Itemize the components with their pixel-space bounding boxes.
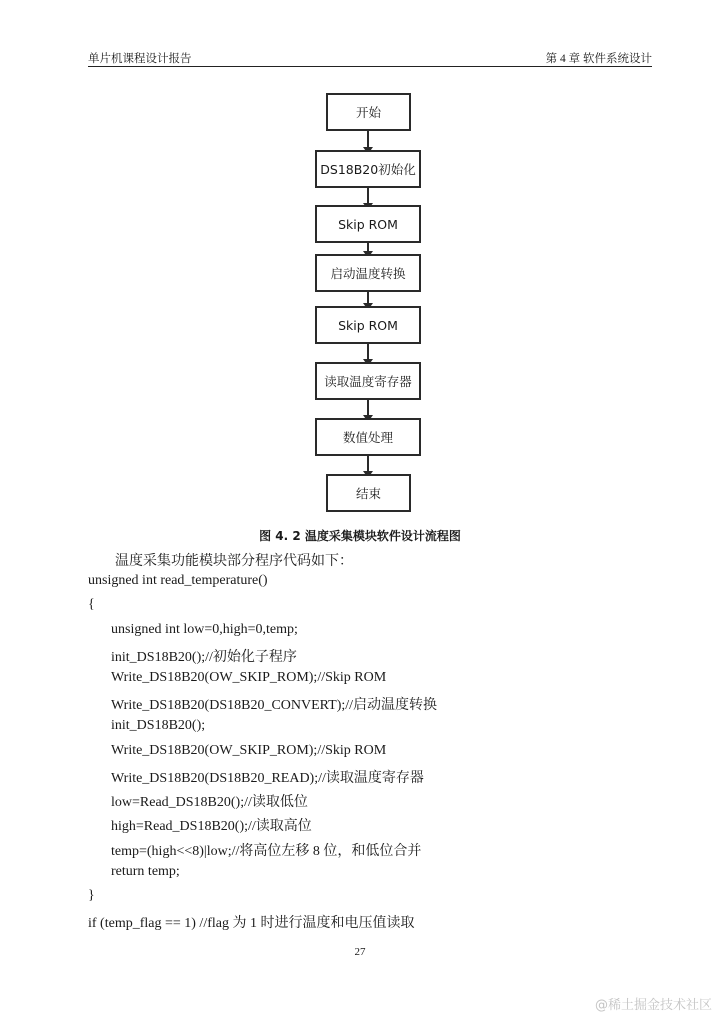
flowchart-step-start: 开始 (326, 93, 411, 131)
code-line: if (temp_flag == 1) //flag 为 1 时进行温度和电压值读取 (88, 916, 415, 931)
intro-paragraph: 温度采集功能模块部分程序代码如下： (115, 554, 353, 569)
flowchart-arrow (367, 456, 369, 472)
code-line: Write_DS18B20(OW_SKIP_ROM);//Skip ROM (111, 670, 387, 685)
code-line: return temp; (111, 864, 180, 879)
figure-caption: 图 4. 2 温度采集模块软件设计流程图 (259, 529, 461, 543)
header-report-title: 单片机课程设计报告 (88, 53, 192, 65)
code-line: unsigned int low=0,high=0,temp; (111, 622, 298, 637)
code-line: Write_DS18B20(OW_SKIP_ROM);//Skip ROM (111, 743, 387, 758)
flowchart-step-convert: 启动温度转换 (315, 254, 421, 292)
code-line: init_DS18B20(); (111, 718, 206, 733)
flowchart-arrow (367, 131, 369, 148)
header-chapter-title: 第 4 章 软件系统设计 (545, 53, 652, 65)
code-line: unsigned int read_temperature() (88, 573, 268, 588)
flowchart-step-init: DS18B20初始化 (315, 150, 421, 188)
flowchart-arrow (367, 188, 369, 204)
code-line: } (88, 888, 95, 903)
flowchart-step-read-register: 读取温度寄存器 (315, 362, 421, 400)
code-line: high=Read_DS18B20();//读取高位 (111, 819, 312, 834)
flowchart-step-end: 结束 (326, 474, 411, 512)
flowchart-arrow (367, 400, 369, 416)
code-line: Write_DS18B20(DS18B20_READ);//读取温度寄存器 (111, 771, 424, 786)
flowchart-step-skip-rom-2: Skip ROM (315, 306, 421, 344)
flowchart-arrow (367, 292, 369, 304)
code-line: init_DS18B20();//初始化子程序 (111, 650, 297, 665)
code-line: Write_DS18B20(DS18B20_CONVERT);//启动温度转换 (111, 698, 438, 713)
code-line: temp=(high<<8)|low;//将高位左移 8 位，和低位合并 (111, 844, 422, 859)
page-number: 27 (354, 946, 366, 958)
flowchart-arrow (367, 243, 369, 252)
watermark: @稀土掘金技术社区 (594, 998, 712, 1013)
flowchart-arrow (367, 344, 369, 360)
code-line: { (88, 597, 95, 612)
flowchart-step-skip-rom-1: Skip ROM (315, 205, 421, 243)
code-line: low=Read_DS18B20();//读取低位 (111, 795, 308, 810)
flowchart-step-process: 数值处理 (315, 418, 421, 456)
